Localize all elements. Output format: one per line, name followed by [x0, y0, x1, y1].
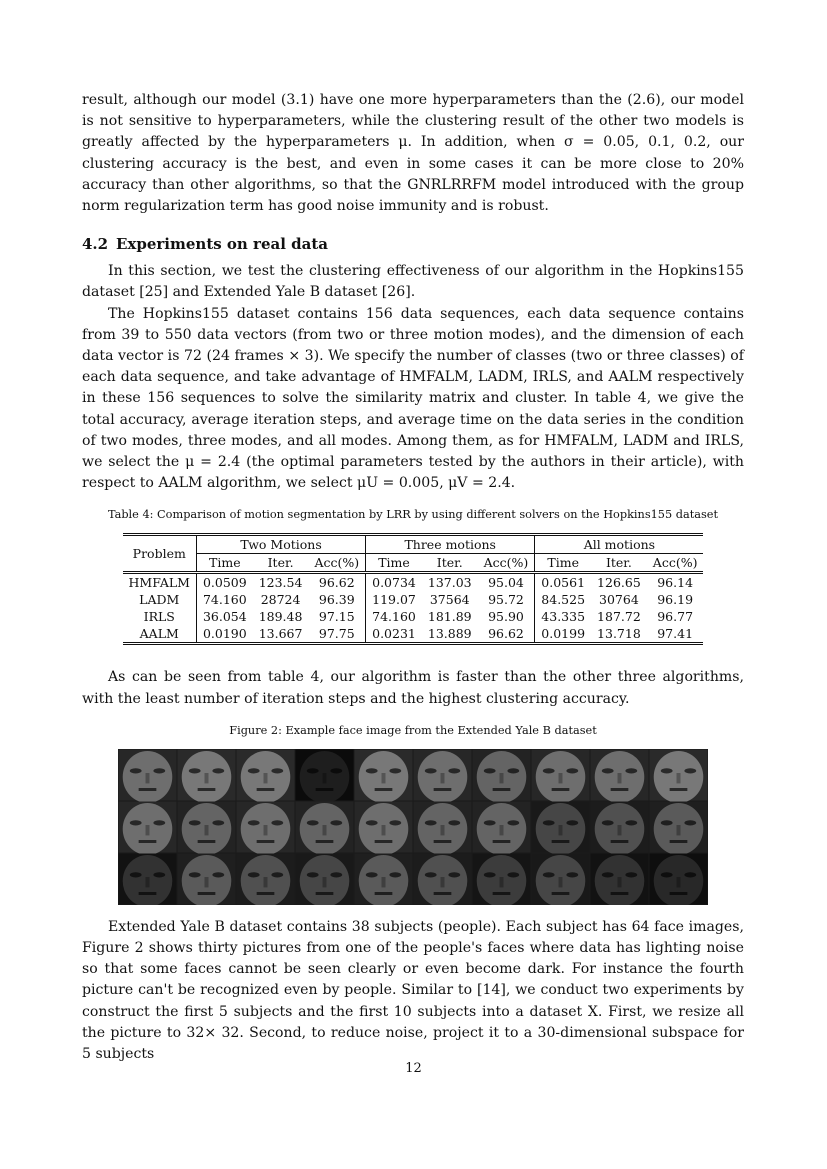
table-cell: 84.525	[541, 592, 586, 608]
section-heading	[82, 235, 744, 253]
table-cell: 13.667	[258, 626, 303, 642]
table-cell: 0.0199	[541, 626, 586, 642]
table-cell: 189.48	[258, 609, 303, 625]
group-header: Three motions	[366, 535, 535, 554]
row-name: IRLS	[123, 608, 197, 625]
subheader: Time	[535, 554, 591, 573]
table-cell: 96.62	[478, 625, 535, 644]
face-thumbnail	[591, 853, 649, 905]
table-cell: 187.72	[597, 609, 641, 625]
section-title: Experiments on real data	[116, 235, 328, 254]
table-cell: 0.0561	[541, 575, 586, 591]
table-cell: 0.0509	[202, 575, 247, 591]
table-cell: 36.054	[202, 609, 247, 625]
face-thumbnail	[237, 853, 295, 905]
table-cell: 43.335	[541, 609, 586, 625]
face-thumbnail	[355, 749, 413, 803]
table-cell: 0.0231	[372, 626, 416, 642]
table-cell: 181.89	[427, 609, 472, 625]
table-cell: 96.14	[657, 575, 694, 591]
face-thumbnail	[414, 853, 472, 905]
face-thumbnail	[296, 801, 354, 855]
face-thumbnail	[237, 749, 295, 803]
table-cell: 13.889	[427, 626, 472, 642]
table-row	[123, 591, 704, 608]
face-thumbnail	[473, 853, 531, 905]
face-image-grid	[118, 749, 708, 905]
table-cell: 37564	[429, 592, 470, 608]
face-thumbnail	[119, 801, 177, 855]
table-cell: 97.15	[308, 608, 365, 625]
page-content	[82, 90, 744, 1065]
table-row	[123, 625, 704, 644]
table-cell: 95.04	[478, 573, 535, 592]
face-thumbnail	[119, 749, 177, 803]
face-thumbnail	[473, 749, 531, 803]
face-thumbnail	[296, 853, 354, 905]
table-cell: 96.62	[308, 573, 365, 592]
table-cell: 96.19	[657, 592, 694, 608]
table-row	[123, 608, 704, 625]
table-cell: 123.54	[258, 575, 303, 591]
figure-caption: Figure 2: Example face image from the Extended Yale B dataset	[229, 723, 597, 737]
table-row	[123, 573, 704, 592]
row-name: AALM	[123, 625, 197, 644]
table-cell: 119.07	[372, 592, 416, 608]
face-thumbnail	[650, 749, 708, 803]
face-thumbnail	[178, 749, 236, 803]
table-cell: 74.160	[372, 609, 416, 625]
table-cell: 97.41	[657, 626, 694, 642]
table-cell: 30764	[599, 592, 639, 608]
subheader: Acc(%)	[647, 554, 704, 573]
section-number: 4.2	[82, 235, 109, 254]
subheader: Acc(%)	[308, 554, 365, 573]
face-thumbnail	[355, 801, 413, 855]
table-cell: 95.90	[478, 608, 535, 625]
results-table	[123, 533, 704, 645]
subheader: Time	[196, 554, 252, 573]
face-grid-svg	[118, 749, 708, 905]
table-cell: 0.0190	[202, 626, 247, 642]
problem-header: Problem	[123, 535, 197, 573]
table-cell: 96.77	[657, 609, 694, 625]
table-cell: 137.03	[427, 575, 472, 591]
face-thumbnail	[532, 749, 590, 803]
table-cell: 28724	[260, 592, 301, 608]
row-name: HMFALM	[123, 573, 197, 592]
paragraph-intro: In this section, we test the clustering effectiveness of our algorithm in the Hopkins155 dataset [25] and Extended Yale B dataset [26].	[82, 263, 744, 301]
face-thumbnail	[178, 801, 236, 855]
subheader: Iter.	[253, 554, 309, 573]
page-number: 12	[405, 1061, 422, 1076]
table-cell: 0.0734	[372, 575, 416, 591]
face-thumbnail	[355, 853, 413, 905]
face-thumbnail	[591, 801, 649, 855]
paragraph-noise-robustness: result, although our model (3.1) have one more hyperparameters than the (2.6), our model is not sensitive to hyperparameters, while the clustering result of the other two models is greatly affected by the hyperparameters μ. In addition, when σ = 0.05, 0.1, 0.2, our clustering accuracy is the best, and even in some cases it can be more close to 20% accuracy than other algorithms, so that the GNRLRRFM model introduced with the group norm regularization term has good noise immunity and is robust.	[82, 92, 744, 215]
face-thumbnail	[119, 853, 177, 905]
subheader: Acc(%)	[478, 554, 535, 573]
group-header: Two Motions	[196, 535, 365, 554]
table-cell: 97.75	[308, 625, 365, 644]
table-cell: 126.65	[597, 575, 641, 591]
table-cell: 95.72	[478, 591, 535, 608]
table-caption: Table 4: Comparison of motion segmentation by LRR by using different solvers on the Hopkins155 dataset	[107, 508, 719, 522]
face-thumbnail	[237, 801, 295, 855]
face-thumbnail	[532, 853, 590, 905]
paragraph-hopkins: The Hopkins155 dataset contains 156 data sequences, each data sequence contains from 39 to 550 data vectors (from two or three motion modes), and the dimension of each data vector is 72 (24 frames × 3). We specify the number of classes (two or three classes) of each data sequence, and take advantage of HMFALM, LADM, IRLS, and AALM respectively in these 156 sequences to solve the similarity matrix and cluster. In table 4, we give the total accuracy, average iteration steps, and average time on the data series in the condition of two modes, three modes, and all modes. Among them, as for HMFALM, LADM and IRLS, we select the μ = 2.4 (the optimal parameters tested by the authors in their article), with respect to AALM algorithm, we select μU = 0.005, μV = 2.4.	[82, 305, 744, 492]
subheader: Time	[366, 554, 422, 573]
paragraph-table-discussion: As can be seen from table 4, our algorithm is faster than the other three algorithms, with the least number of iteration steps and the highest clustering accuracy.	[82, 669, 744, 707]
face-thumbnail	[414, 749, 472, 803]
face-thumbnail	[296, 749, 354, 803]
group-header: All motions	[535, 535, 704, 554]
face-thumbnail	[178, 853, 236, 905]
table-cell: 13.718	[597, 626, 641, 642]
face-thumbnail	[650, 801, 708, 855]
subheader: Iter.	[422, 554, 478, 573]
face-thumbnail	[591, 749, 649, 803]
row-name: LADM	[123, 591, 197, 608]
face-thumbnail	[650, 853, 708, 905]
face-thumbnail	[473, 801, 531, 855]
paragraph-yale: Extended Yale B dataset contains 38 subjects (people). Each subject has 64 face images, Figure 2 shows thirty pictures from one of the people's faces where data has lighting noise so that some faces cannot be seen clearly or even become dark. For instance the fourth picture can't be recognized even by people. Similar to [14], we conduct two experiments by construct the first 5 subjects and the first 10 subjects into a dataset X. First, we resize all the picture to 32× 32. Second, to reduce noise, project it to a 30-dimensional subspace for 5 subjects	[82, 918, 744, 1063]
face-thumbnail	[414, 801, 472, 855]
table-cell: 96.39	[308, 591, 365, 608]
table-cell: 74.160	[202, 592, 247, 608]
face-thumbnail	[532, 801, 590, 855]
subheader: Iter.	[591, 554, 647, 573]
